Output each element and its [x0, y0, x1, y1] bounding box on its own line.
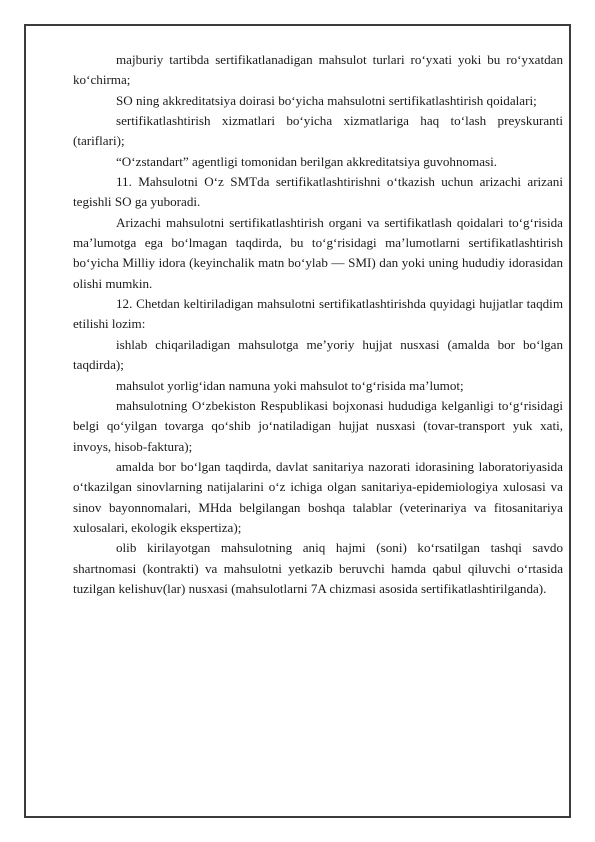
paragraph: sertifikatlashtirish xizmatlari bo‘yicha xizmatlariga haq to‘lash preyskuranti (tariflari);: [73, 113, 563, 149]
paragraph: mahsulotning O‘zbekiston Respublikasi bojxonasi hududiga kelganligi to‘g‘risidagi belgi qo‘yilgan tovarga qo‘shib jo‘natiladigan hujjat nusxasi (tovar-transport yuk xati, invoys, hisob-faktura);: [73, 397, 563, 454]
paragraph: “O‘zstandart” agentligi tomonidan berilgan akkreditatsiya guvohnomasi.: [116, 153, 498, 169]
paragraph: ishlab chiqariladigan mahsulotga me’yoriy hujjat nusxasi (amalda bor bo‘lgan taqdirda);: [73, 336, 563, 373]
paragraph: 12. Chetdan keltiriladigan mahsulotni sertifikatlashtirishda quyidagi hujjatlar taqdim etilishi lozim:: [73, 296, 563, 332]
paragraph: amalda bor bo‘lgan taqdirda, davlat sanitariya nazorati idorasining laboratoriyasida o‘tkazilgan sinovlarning natijalarini o‘z ichiga olgan sanitariya-epidemiologiya xulosasi va sinov bayonnomalari, MHda belgilangan boshqa talablar (veterinariya va fitosanitariya xulosalari, ekologik ekspertiza);: [73, 458, 563, 535]
paragraph: majburiy tartibda sertifikatlanadigan mahsulot turlari ro‘yxati yoki bu ro‘yxatdan ko‘chirma;: [73, 52, 563, 88]
document-body: [73, 50, 563, 599]
paragraph: olib kirilayotgan mahsulotning aniq hajmi (soni) ko‘rsatilgan tashqi savdo shartnomasi (kontrakti) va mahsulotni yetkazib beruvchi hamda qabul qiluvchi o‘rtasida tuzilgan kelishuv(lar) nusxasi (mahsulotlarni 7A chizmasi asosida sertifikatlashtirilganda).: [73, 540, 563, 596]
paragraph: mahsulot yorlig‘idan namuna yoki mahsulot to‘g‘risida ma’lumot;: [116, 377, 464, 393]
paragraph: Arizachi mahsulotni sertifikatlashtirish organi va sertifikatlash qoidalari to‘g‘risida ma’lumotga ega bo‘lmagan taqdirda, bu to‘g‘risidagi ma’lumotlarni sertifikatlashtirish bo‘yicha Milliy idora (keyinchalik matn bo‘ylab — SMI) dan yoki uning hududiy idorasidan olishi mumkin.: [73, 214, 563, 291]
paragraph: SO ning akkreditatsiya doirasi bo‘yicha mahsulotni sertifikatlashtirish qoidalari;: [116, 92, 537, 108]
paragraph: 11. Mahsulotni O‘z SMTda sertifikatlashtirishni o‘tkazish uchun arizachi arizani tegishli SO ga yuboradi.: [73, 174, 563, 210]
